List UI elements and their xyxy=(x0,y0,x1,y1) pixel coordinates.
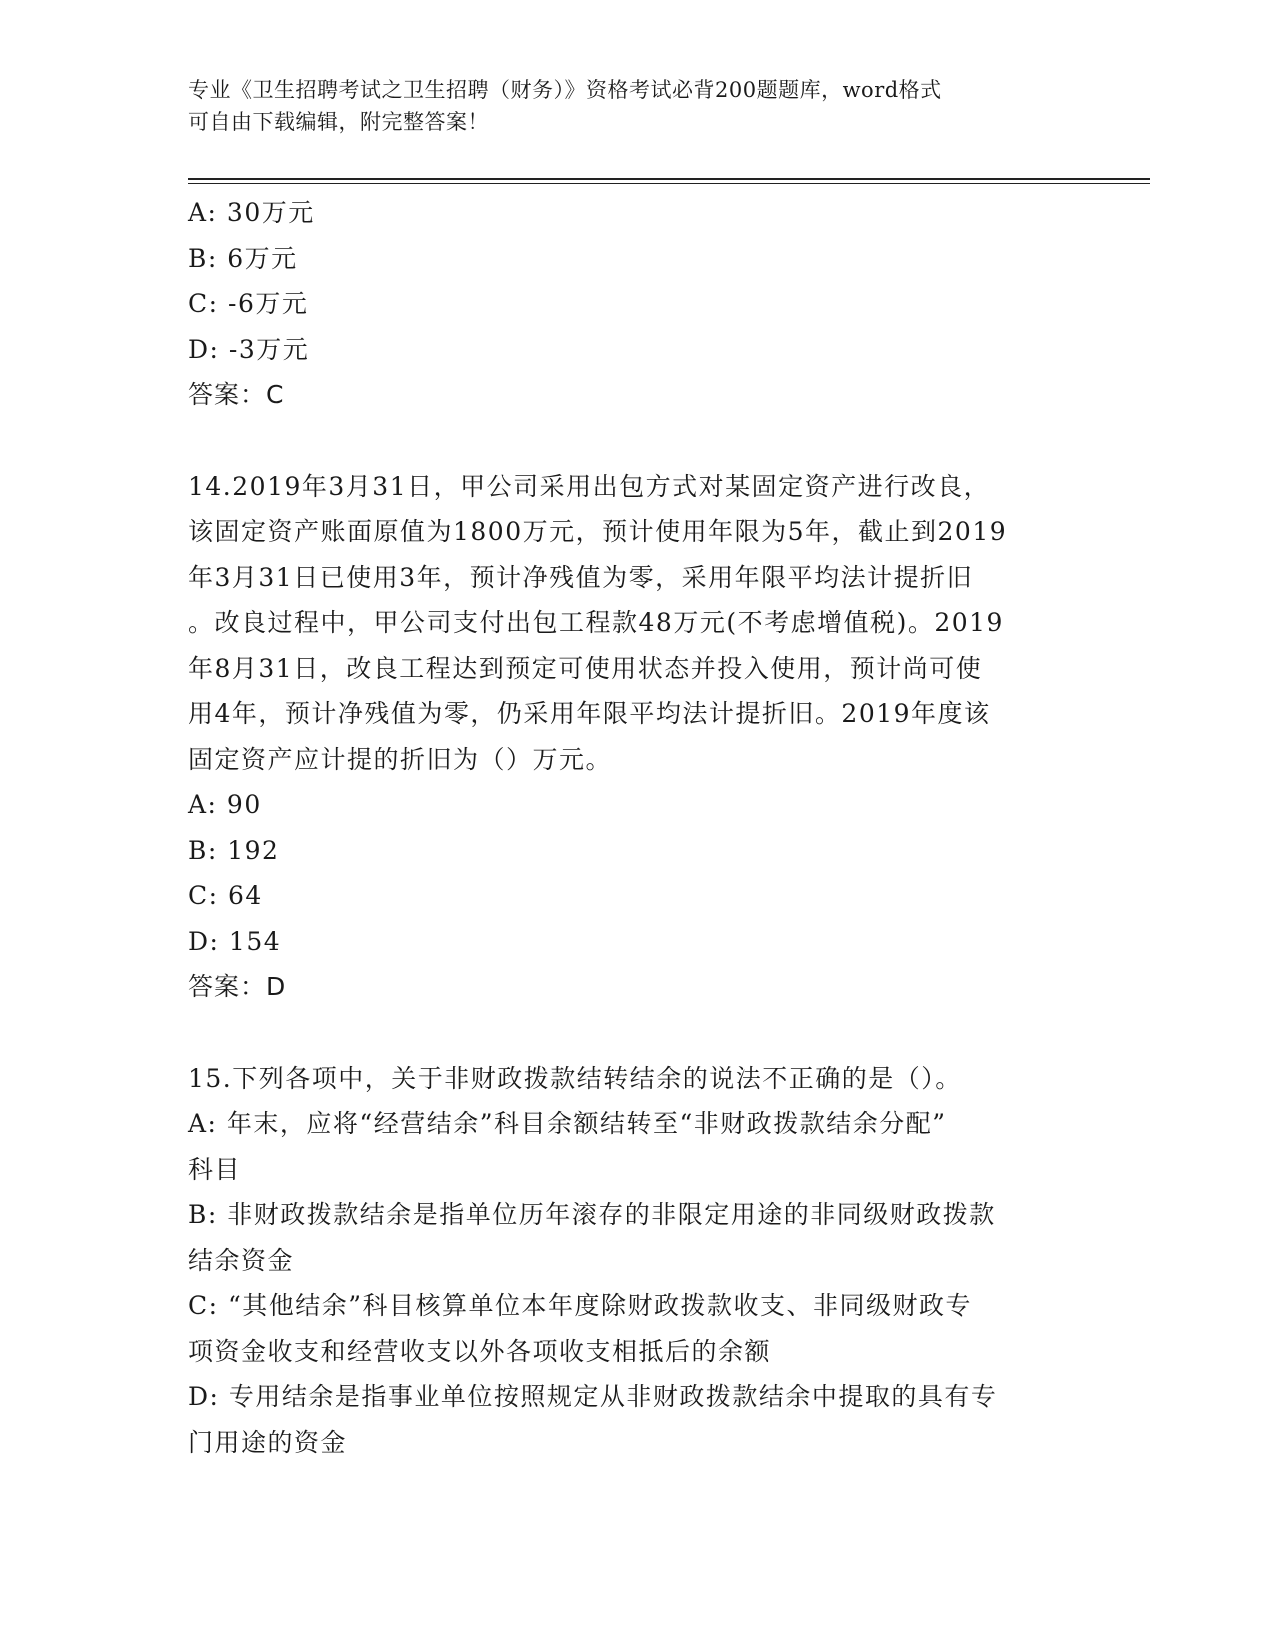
q15-option-a: A: 年末，应将“经营结余”科目余额结转至“非财政拨款结余分配” xyxy=(188,1109,947,1138)
q15-option-a-cont: 科目 xyxy=(188,1154,242,1184)
spacer xyxy=(188,1010,1088,1056)
q14-stem-line: 年3月31日已使用3年，预计净残值为零，采用年限平均法计提折旧 xyxy=(188,562,974,592)
q14-answer: 答案：D xyxy=(188,972,287,1001)
q15-option-c: C: “其他结余”科目核算单位本年度除财政拨款收支、非同级财政专 xyxy=(188,1291,973,1320)
q14-option-b: B: 192 xyxy=(188,835,280,865)
q14-stem-line: 。改良过程中，甲公司支付出包工程款48万元(不考虑增值税)。2019 xyxy=(188,608,1004,637)
q15-stem: 15.下列各项中，关于非财政拨款结转结余的说法不正确的是（）。 xyxy=(188,1063,962,1093)
q15-option-c-cont: 项资金收支和经营收支以外各项收支相抵后的余额 xyxy=(188,1336,772,1366)
q15-option-d-cont: 门用途的资金 xyxy=(188,1427,348,1457)
header-line-2: 可自由下载编辑，附完整答案！ xyxy=(188,110,489,134)
q14-stem-line: 14.2019年3月31日，甲公司采用出包方式对某固定资产进行改良， xyxy=(188,471,991,501)
header-rule-thick xyxy=(188,178,1150,180)
q15-option-b-cont: 结余资金 xyxy=(188,1245,295,1275)
q14-stem-line: 年8月31日，改良工程达到预定可使用状态并投入使用，预计尚可使 xyxy=(188,653,983,683)
q14-stem-line: 该固定资产账面原值为1800万元，预计使用年限为5年，截止到2019 xyxy=(188,517,1008,546)
q14-option-c: C: 64 xyxy=(188,881,263,910)
q13-option-a: A: 30万元 xyxy=(188,198,315,227)
document-header xyxy=(188,74,1068,138)
q13-option-d: D: -3万元 xyxy=(188,334,310,364)
header-rule-thin xyxy=(188,183,1150,184)
spacer xyxy=(188,418,1088,464)
q15-option-b: B: 非财政拨款结余是指单位历年滚存的非限定用途的非同级财政拨款 xyxy=(188,1200,996,1229)
question-content xyxy=(188,190,1088,1465)
q14-stem-line: 用4年，预计净残值为零，仍采用年限平均法计提折旧。2019年度该 xyxy=(188,699,991,728)
header-line-1: 专业《卫生招聘考试之卫生招聘（财务）》资格考试必背200题题库，word格式 xyxy=(188,78,942,102)
q13-option-c: C: -6万元 xyxy=(188,289,309,318)
q13-answer: 答案：C xyxy=(188,380,285,409)
q13-option-b: B: 6万元 xyxy=(188,243,298,273)
q14-stem-line: 固定资产应计提的折旧为（）万元。 xyxy=(188,744,613,774)
q14-option-d: D: 154 xyxy=(188,926,282,956)
q14-option-a: A: 90 xyxy=(188,790,262,819)
q15-option-d: D: 专用结余是指事业单位按照规定从非财政拨款结余中提取的具有专 xyxy=(188,1382,998,1411)
